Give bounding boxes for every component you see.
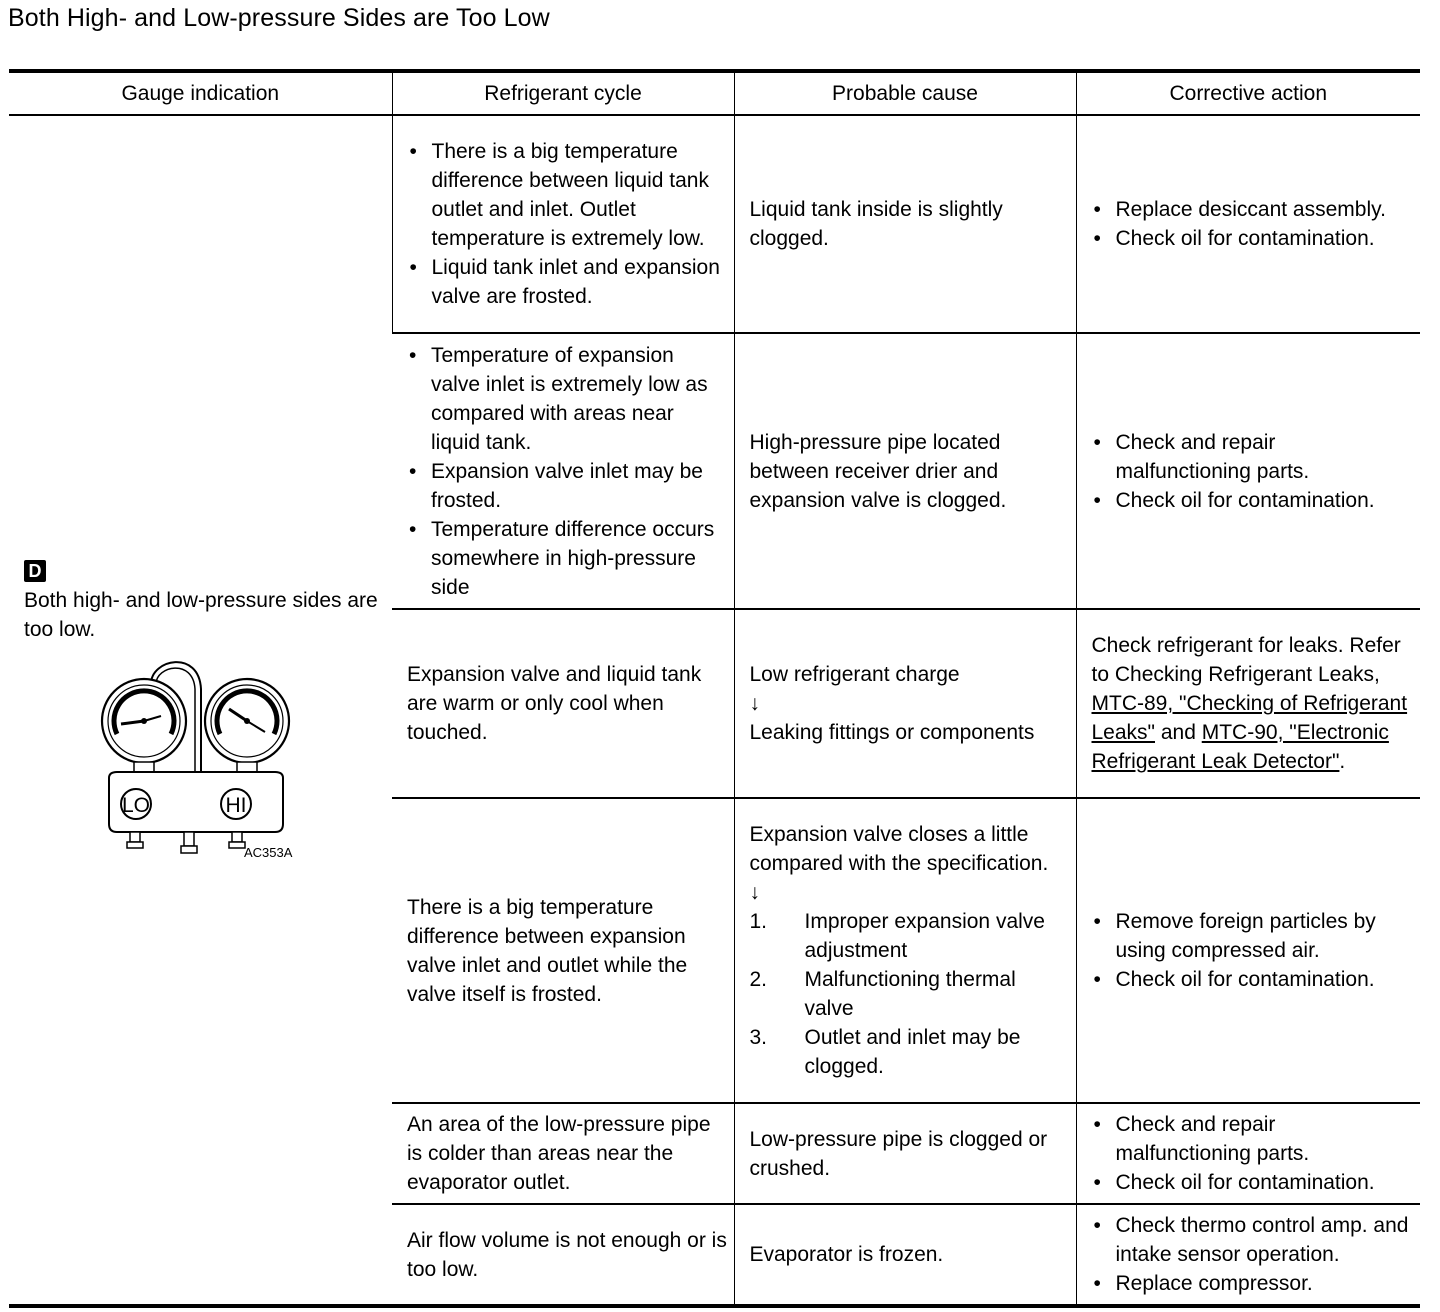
- list-item: [750, 907, 1070, 965]
- table-header-row: [9, 71, 1420, 115]
- probable-cause-cell: Liquid tank inside is slightly clogged.: [734, 115, 1076, 333]
- action-and: and: [1160, 721, 1196, 744]
- refrigerant-cycle-cell: Air flow volume is not enough or is too low.: [392, 1204, 734, 1306]
- list-item: • Liquid tank inlet and expansion valve are frosted.: [408, 253, 728, 311]
- list-text: Improper expansion valve adjustment: [804, 910, 1045, 962]
- list-item: • Check and repair malfunctioning parts.: [1092, 1110, 1415, 1168]
- refrigerant-cycle-cell: [392, 333, 734, 609]
- corrective-action-cell: [1076, 115, 1420, 333]
- probable-cause-cell: [734, 609, 1076, 798]
- list-item: • There is a big temperature difference between liquid tank outlet and inlet. Outlet temperature is extremely low.: [408, 137, 728, 253]
- list-item: • Check oil for contamination.: [1092, 486, 1415, 515]
- list-number: 3.: [749, 1026, 768, 1049]
- list-text: Outlet and inlet may be clogged.: [804, 1026, 1021, 1078]
- list-item: • Replace desiccant assembly.: [1092, 195, 1415, 224]
- probable-cause-cell: Low-pressure pipe is clogged or crushed.: [734, 1103, 1076, 1204]
- list-item: • Check and repair malfunctioning parts.: [1092, 428, 1415, 486]
- cause-intro: Expansion valve closes a little compared with the specification.: [749, 823, 1049, 875]
- list-item: [750, 965, 1070, 1023]
- list-item: • Check oil for contamination.: [1092, 224, 1415, 253]
- lo-label: LO: [121, 794, 151, 817]
- corrective-action-cell: [1076, 609, 1420, 798]
- list-item: [750, 1023, 1070, 1081]
- list-number: 1.: [749, 910, 768, 933]
- cause-line: Leaking fittings or components: [749, 721, 1035, 744]
- action-text: Check refrigerant for leaks. Refer to Checking Refrigerant Leaks,: [1091, 634, 1401, 686]
- corrective-action-cell: [1076, 1103, 1420, 1204]
- gauge-description: Both high- and low-pressure sides are too low.: [24, 589, 378, 641]
- header-refrigerant-cycle: Refrigerant cycle: [392, 71, 734, 115]
- corrective-action-cell: [1076, 333, 1420, 609]
- list-item: • Expansion valve inlet may be frosted.: [407, 457, 728, 515]
- table-row: [9, 115, 1420, 333]
- list-item: • Temperature difference occurs somewhere in high-pressure side: [407, 515, 728, 602]
- list-item: • Replace compressor.: [1092, 1269, 1415, 1298]
- probable-cause-cell: [734, 798, 1076, 1103]
- manifold-gauge-icon: [89, 654, 329, 864]
- refrigerant-cycle-cell: An area of the low-pressure pipe is colder than areas near the evaporator outlet.: [392, 1103, 734, 1204]
- header-probable-cause: Probable cause: [734, 71, 1076, 115]
- list-item: • Check thermo control amp. and intake sensor operation.: [1092, 1211, 1415, 1269]
- list-text: Malfunctioning thermal valve: [804, 968, 1016, 1020]
- page-title: Both High- and Low-pressure Sides are Too Low: [8, 4, 550, 32]
- list-item: • Check oil for contamination.: [1092, 965, 1415, 994]
- link-mtc-90[interactable]: MTC-90, "Electronic Refrigerant Leak Detector": [1091, 721, 1389, 773]
- gauge-badge: D: [24, 560, 46, 582]
- action-period: .: [1339, 750, 1346, 773]
- figure-code: AC353A: [244, 845, 293, 860]
- corrective-action-cell: [1076, 798, 1420, 1103]
- refrigerant-cycle-cell: Expansion valve and liquid tank are warm or only cool when touched.: [392, 609, 734, 798]
- gauge-indication-cell: [9, 115, 392, 1306]
- list-item: • Check oil for contamination.: [1092, 1168, 1415, 1197]
- down-arrow-icon: ↓: [749, 692, 760, 715]
- list-item: • Temperature of expansion valve inlet is extremely low as compared with areas near liquid tank.: [407, 341, 728, 457]
- header-corrective-action: Corrective action: [1076, 71, 1420, 115]
- down-arrow-icon: ↓: [749, 881, 760, 904]
- refrigerant-cycle-cell: There is a big temperature difference between expansion valve inlet and outlet while the valve itself is frosted.: [392, 798, 734, 1103]
- list-item: • Remove foreign particles by using compressed air.: [1092, 907, 1415, 965]
- refrigerant-cycle-cell: [392, 115, 734, 333]
- cause-line: Low refrigerant charge: [749, 663, 960, 686]
- list-number: 2.: [749, 968, 768, 991]
- probable-cause-cell: Evaporator is frozen.: [734, 1204, 1076, 1306]
- header-gauge-indication: Gauge indication: [9, 71, 392, 115]
- corrective-action-cell: [1076, 1204, 1420, 1306]
- link-mtc-89[interactable]: MTC-89, "Checking of Refrigerant Leaks": [1091, 692, 1408, 744]
- probable-cause-cell: High-pressure pipe located between receiver drier and expansion valve is clogged.: [734, 333, 1076, 609]
- hi-label: HI: [225, 794, 247, 817]
- troubleshooting-table: [9, 69, 1420, 1308]
